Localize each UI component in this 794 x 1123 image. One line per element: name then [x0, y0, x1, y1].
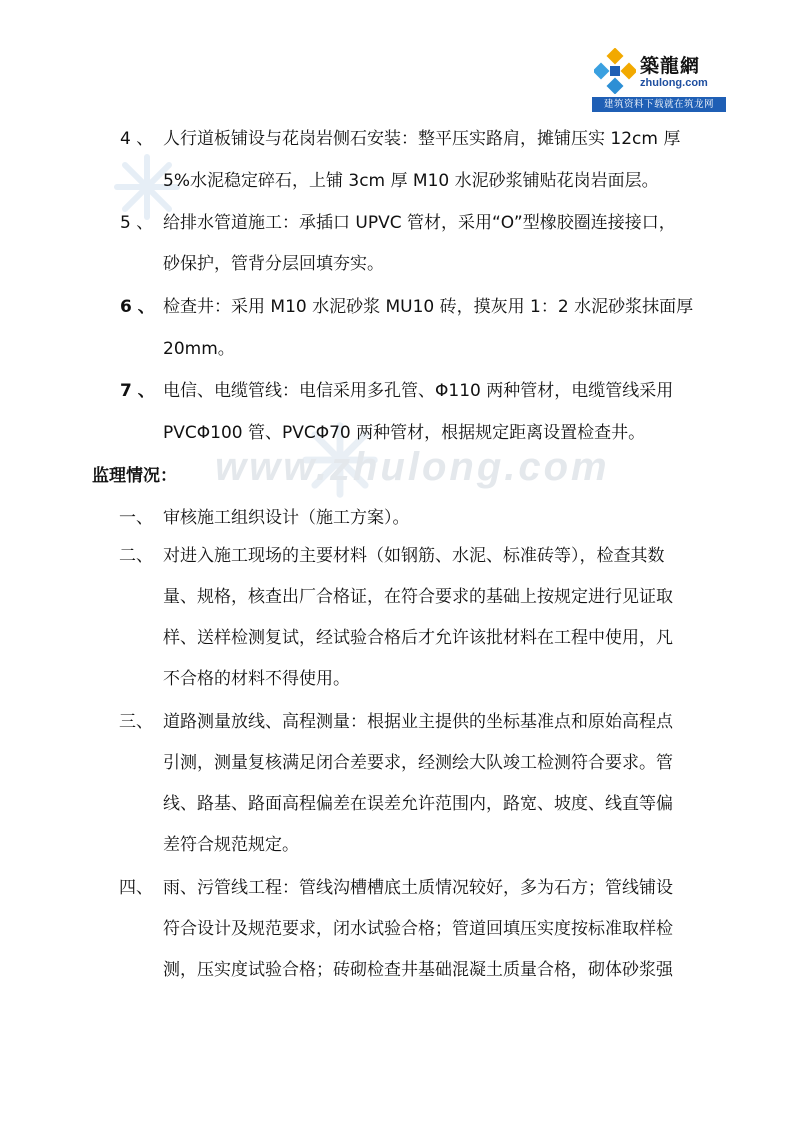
- item-line: 样、送样检测复试，经试验合格后才允许该批材料在工程中使用，凡: [163, 628, 673, 648]
- item-line: 不合格的材料不得使用。: [163, 669, 350, 689]
- item-line: 给排水管道施工：承插口 UPVC 管材，采用“O”型橡胶圈连接接口，: [163, 213, 676, 233]
- item-line: 引测，测量复核满足闭合差要求，经测绘大队竣工检测符合要求。管: [163, 753, 673, 773]
- logo-tagline: 建筑资料下载就在筑龙网: [592, 97, 726, 112]
- zhulong-logo: [592, 44, 726, 114]
- item-number: 四、: [119, 878, 153, 898]
- item-line: 对进入施工现场的主要材料（如钢筋、水泥、标准砖等），检查其数: [163, 546, 665, 566]
- item-line: 检查井：采用 M10 水泥砂浆 MU10 砖，摸灰用 1：2 水泥砂浆抹面厚: [163, 297, 694, 317]
- item-number: 三、: [119, 712, 153, 732]
- item-line: 道路测量放线、高程测量：根据业主提供的坐标基准点和原始高程点: [163, 712, 673, 732]
- item-line: 人行道板铺设与花岗岩侧石安装：整平压实路肩，摊铺压实 12cm 厚: [163, 129, 681, 149]
- item-line: 审核施工组织设计（施工方案）。: [163, 508, 410, 528]
- item-line: 线、路基、路面高程偏差在误差允许范围内，路宽、坡度、线直等偏: [163, 794, 673, 814]
- item-number: 6 、: [120, 297, 155, 317]
- logo-name: 築龍網: [640, 55, 701, 77]
- item-line: 砂保护，管背分层回填夯实。: [163, 254, 384, 274]
- item-line: 雨、污管线工程：管线沟槽槽底土质情况较好，多为石方；管线铺设: [163, 878, 673, 898]
- item-number: 二、: [119, 546, 153, 566]
- item-line: 5%水泥稳定碎石，上铺 3cm 厚 M10 水泥砂浆铺贴花岗岩面层。: [163, 171, 659, 191]
- item-line: 测，压实度试验合格；砖砌检查井基础混凝土质量合格，砌体砂浆强: [163, 960, 673, 980]
- item-number: 5 、: [120, 213, 154, 233]
- item-number: 一、: [119, 508, 153, 528]
- site-watermark: www.zhulong.com: [215, 445, 610, 489]
- item-line: PVCΦ100 管、PVCΦ70 两种管材，根据规定距离设置检查井。: [163, 423, 646, 443]
- item-line: 量、规格，核查出厂合格证，在符合要求的基础上按规定进行见证取: [163, 587, 673, 607]
- section-heading: 监理情况：: [92, 466, 177, 486]
- logo-emblem-icon: [594, 48, 636, 94]
- logo-url: zhulong.com: [640, 77, 708, 89]
- item-line: 电信、电缆管线：电信采用多孔管、Φ110 两种管材，电缆管线采用: [163, 381, 674, 401]
- item-number: 7 、: [120, 381, 155, 401]
- item-line: 差符合规范规定。: [163, 835, 299, 855]
- item-line: 20mm。: [163, 339, 235, 359]
- item-line: 符合设计及规范要求，闭水试验合格；管道回填压实度按标准取样检: [163, 919, 673, 939]
- item-number: 4 、: [120, 129, 154, 149]
